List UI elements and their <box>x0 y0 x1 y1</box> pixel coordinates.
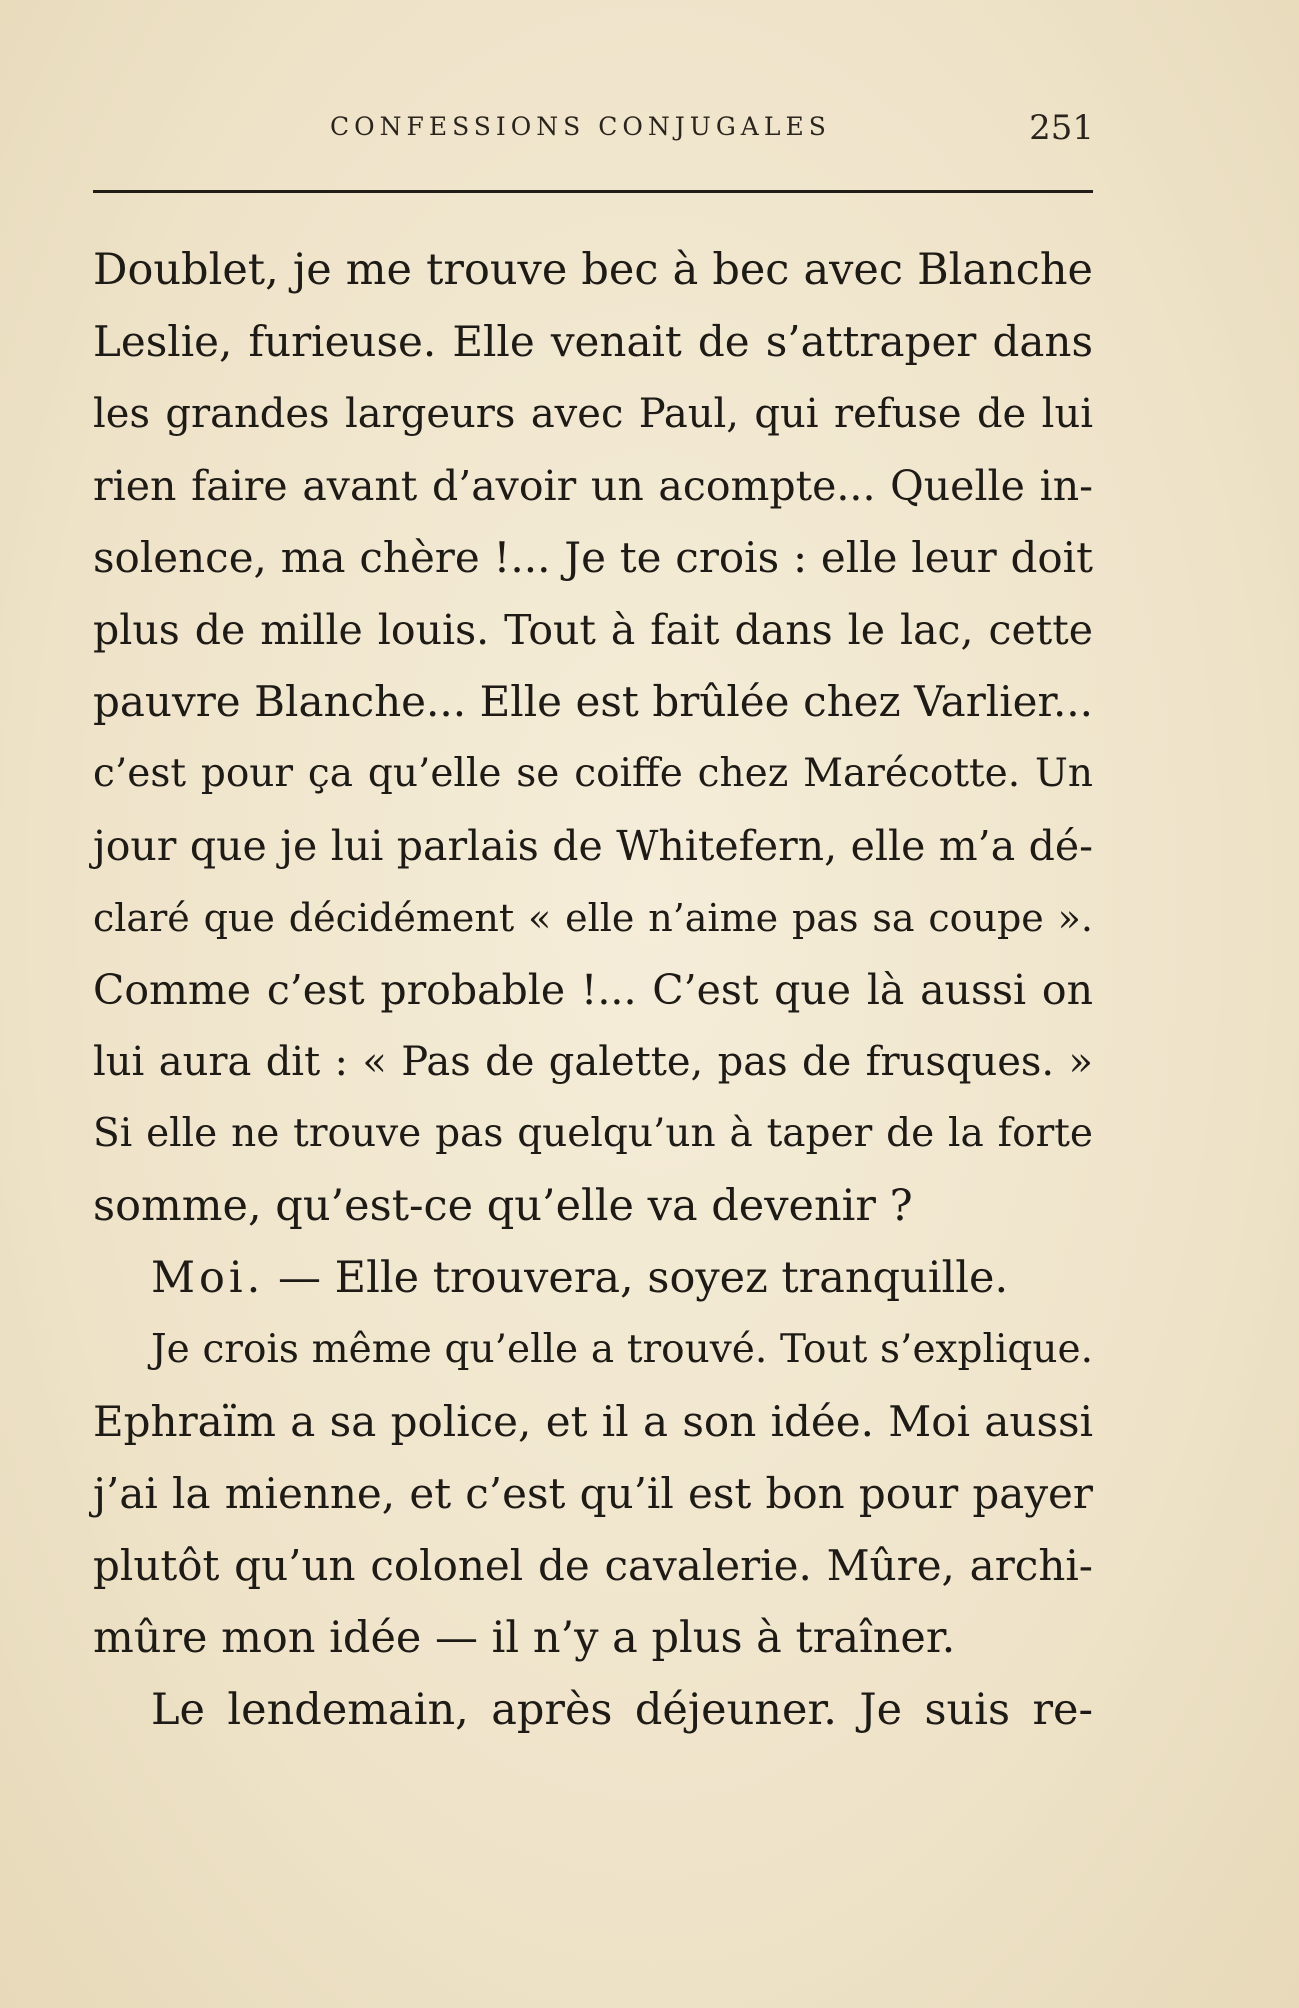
text-line: Si elle ne trouve pas quelqu’un à taper de la forte <box>93 1111 1093 1156</box>
text-line: jour que je lui parlais de Whitefern, elle m’a dé- <box>93 822 1093 870</box>
dialogue-text: — Elle trouvera, soyez tranquille. <box>278 1253 1009 1303</box>
text-line: plutôt qu’un colonel de cavalerie. Mûre, archi- <box>93 1541 1093 1590</box>
speaker-label: Moi. <box>151 1253 265 1303</box>
text-line: Comme c’est probable !... C’est que là aussi on <box>93 966 1093 1014</box>
text-line: pauvre Blanche... Elle est brûlée chez Varlier... <box>93 677 1093 726</box>
text-line: c’est pour ça qu’elle se coiffe chez Marécotte. Un <box>93 751 1093 796</box>
running-title: CONFESSIONS CONJUGALES <box>330 112 831 141</box>
text-line: Le lendemain, après déjeuner. Je suis re- <box>151 1685 1093 1735</box>
text-line: j’ai la mienne, et c’est qu’il est bon pour payer <box>93 1469 1093 1518</box>
text-line: Ephraïm a sa police, et il a son idée. Moi aussi <box>93 1397 1093 1446</box>
text-line: Leslie, furieuse. Elle venait de s’attraper dans <box>93 317 1093 366</box>
header-rule <box>93 190 1093 193</box>
text-line: Doublet, je me trouve bec à bec avec Blanche <box>93 245 1093 295</box>
text-line: les grandes largeurs avec Paul, qui refuse de lui <box>93 391 1093 437</box>
page-number: 251 <box>1029 108 1094 148</box>
text-line: lui aura dit : « Pas de galette, pas de frusques. » <box>93 1039 1093 1085</box>
text-line: plus de mille louis. Tout à fait dans le lac, cette <box>93 606 1093 654</box>
text-line: claré que décidément « elle n’aime pas sa coupe ». <box>93 896 1093 940</box>
dialogue-line <box>151 1248 1008 1308</box>
text-line: rien faire avant d’avoir un acompte... Quelle in- <box>93 462 1093 510</box>
text-line: Je crois même qu’elle a trouvé. Tout s’explique. <box>151 1327 1093 1372</box>
text-line: somme, qu’est-ce qu’elle va devenir ? <box>93 1181 913 1231</box>
text-line: solence, ma chère !... Je te crois : elle leur doit <box>93 533 1093 582</box>
text-line: mûre mon idée — il n’y a plus à traîner. <box>93 1613 956 1663</box>
page-header <box>90 108 1094 148</box>
